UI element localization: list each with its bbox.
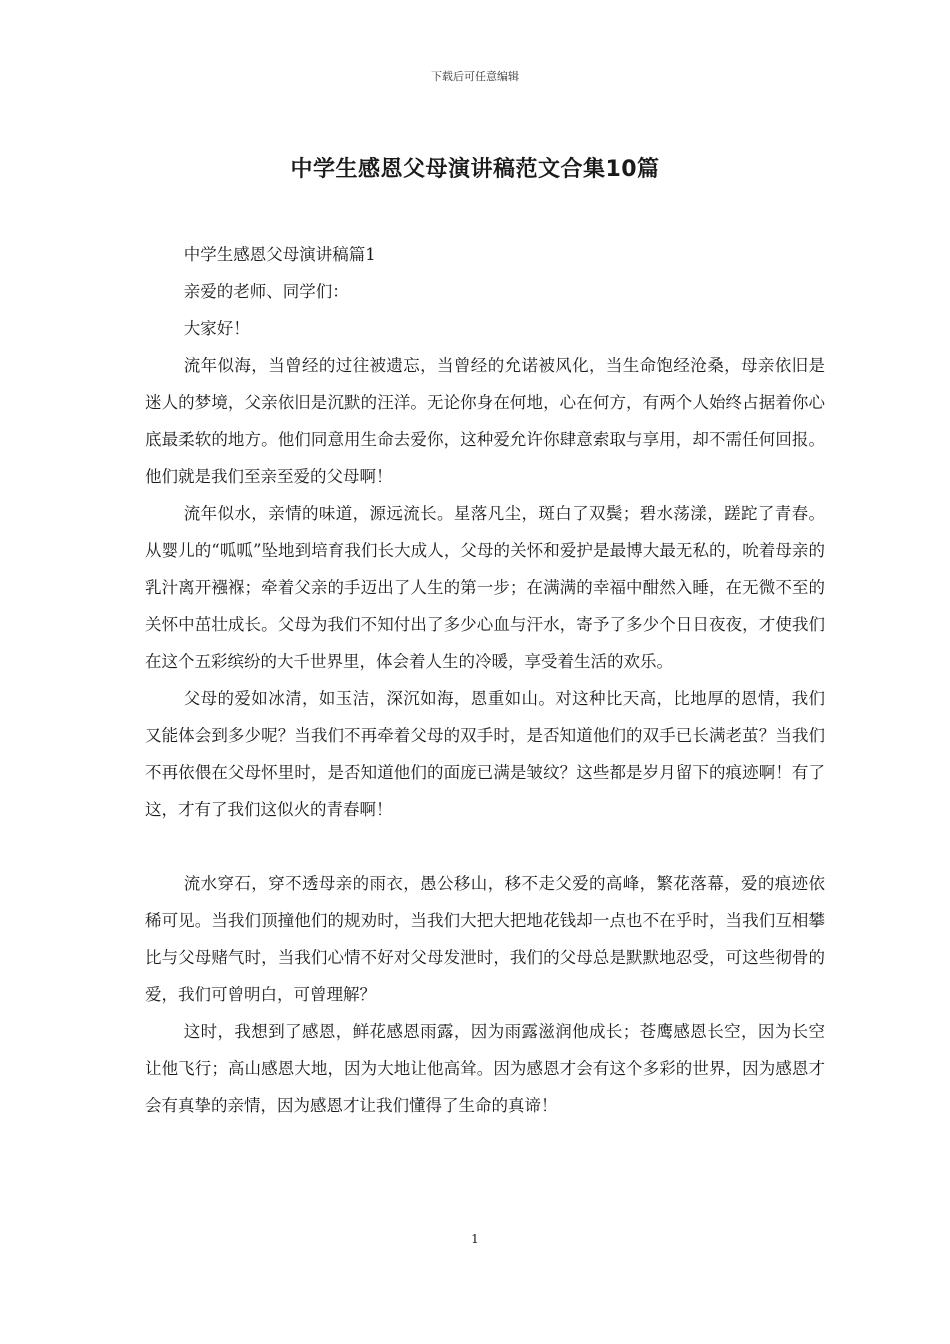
greeting: 大家好！ [183, 319, 250, 338]
body-paragraph: 这时，我想到了感恩，鲜花感恩雨露，因为雨露滋润他成长；苍鹰感恩长空，因为长空让他飞行；高山感恩大地，因为大地让他高耸。因为感恩才会有这个多彩的世界，因为感恩才会有真挚的亲情，因为感恩才让我们懂得了生命的真谛！ [145, 1022, 825, 1115]
page-header-note: 下载后可任意编辑 [431, 70, 519, 83]
section-heading: 中学生感恩父母演讲稿篇1 [183, 245, 376, 264]
body-paragraph: 流年似水，亲情的味道，源远流长。星落凡尘，斑白了双鬓；碧水荡漾，蹉跎了青春。从婴儿的“呱呱”坠地到培育我们长大成人，父母的关怀和爱护是最博大最无私的，吮着母亲的乳汁离开襁褓；牵着父亲的手迈出了人生的第一步；在满满的幸福中酣然入睡，在无微不至的关怀中茁壮成长。父母为我们不知付出了多少心血与汗水，寄予了多少个日日夜夜，才使我们在这个五彩缤纷的大千世界里，体会着人生的冷暖，享受着生活的欢乐。 [145, 504, 825, 671]
page-number: 1 [471, 1232, 479, 1246]
body-paragraph: 流水穿石，穿不透母亲的雨衣，愚公移山，移不走父爱的高峰，繁花落幕，爱的痕迹依稀可见。当我们顶撞他们的规劝时，当我们大把大把地花钱却一点也不在乎时，当我们互相攀比与父母赌气时，当我们心情不好对父母发泄时，我们的父母总是默默地忍受，可这些彻骨的爱，我们可曾明白，可曾理解？ [145, 874, 825, 1004]
paragraph-gap [145, 828, 825, 865]
body-paragraph: 父母的爱如冰清，如玉洁，深沉如海，恩重如山。对这种比天高，比地厚的恩情，我们又能体会到多少呢？当我们不再牵着父母的双手时，是否知道他们的双手已长满老茧？当我们不再依偎在父母怀里时，是否知道他们的面庞已满是皱纹？这些都是岁月留下的痕迹啊！有了这，才有了我们这似火的青春啊！ [145, 689, 825, 819]
document-body [145, 236, 825, 1124]
document-title: 中学生感恩父母演讲稿范文合集10篇 [290, 157, 660, 182]
body-paragraph: 流年似海，当曾经的过往被遗忘，当曾经的允诺被风化，当生命饱经沧桑，母亲依旧是迷人的梦境，父亲依旧是沉默的汪洋。无论你身在何地，心在何方，有两个人始终占据着你心底最柔软的地方。他们同意用生命去爱你，这种爱允许你肆意索取与享用，却不需任何回报。他们就是我们至亲至爱的父母啊！ [145, 356, 825, 486]
salutation: 亲爱的老师、同学们： [183, 282, 349, 301]
